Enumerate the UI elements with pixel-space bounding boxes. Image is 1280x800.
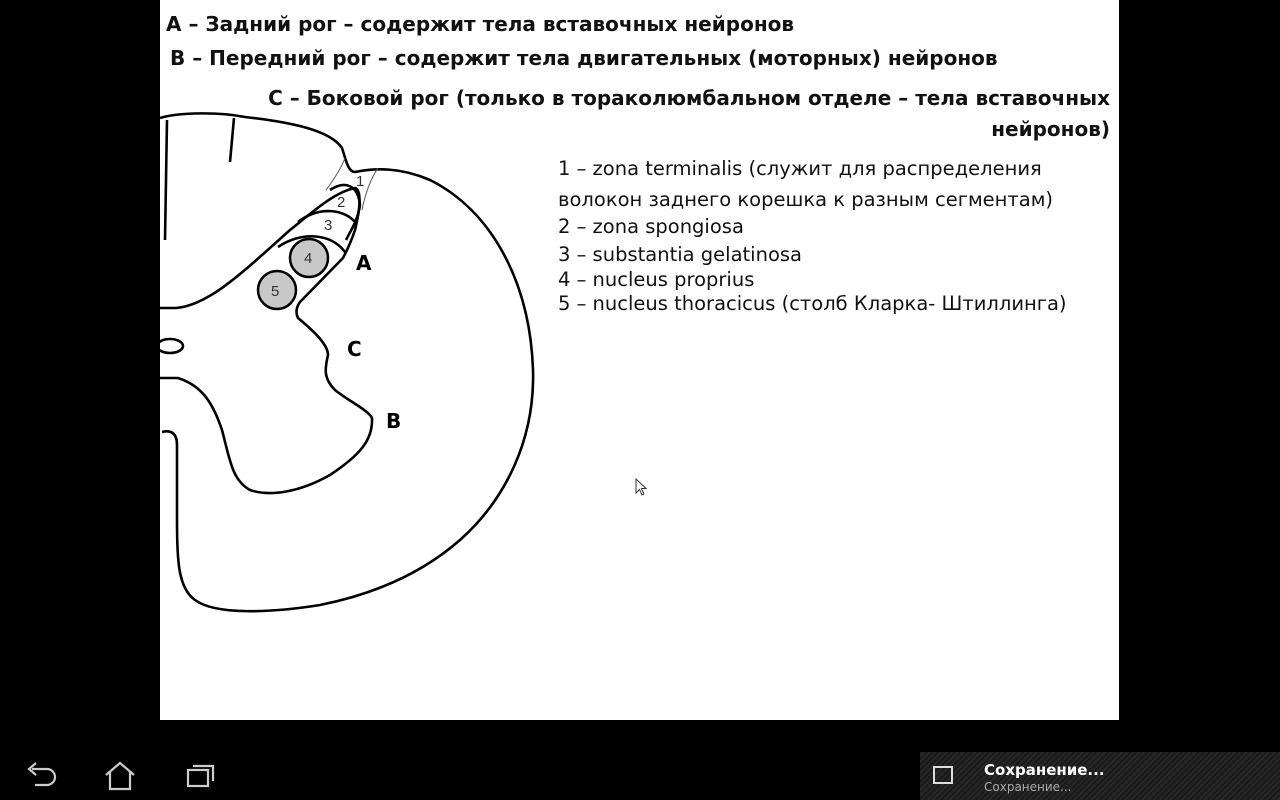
label-b: B — [386, 409, 402, 433]
zone-1-line-right — [362, 168, 378, 210]
slide-image — [160, 0, 1119, 720]
legend-3: 3 – substantia gelatinosa — [558, 243, 802, 266]
home-button[interactable] — [96, 752, 144, 800]
spinal-cord-diagram — [160, 0, 560, 720]
legend-1: 1 – zona terminalis (служит для распределения — [558, 157, 1042, 180]
mouse-cursor-icon — [635, 478, 649, 498]
recent-apps-button[interactable] — [176, 752, 224, 800]
label-3: 3 — [324, 217, 333, 234]
central-canal — [160, 339, 183, 353]
label-2: 2 — [337, 194, 346, 211]
back-icon — [23, 761, 57, 791]
saving-notification[interactable] — [920, 752, 1280, 800]
recent-apps-icon — [183, 761, 217, 791]
label-a: A — [356, 251, 372, 275]
outer-contour — [160, 113, 533, 611]
legend-4: 4 – nucleus proprius — [558, 268, 755, 291]
gray-matter — [160, 188, 372, 493]
label-4: 4 — [304, 250, 313, 267]
legend-2: 2 – zona spongiosa — [558, 215, 744, 238]
label-1: 1 — [356, 173, 365, 190]
label-c: C — [347, 337, 362, 361]
heading-a: A – Задний рог – содержит тела вставочных нейронов — [166, 12, 795, 36]
notification-title: Сохранение... — [984, 761, 1105, 779]
dorsal-sulcus — [230, 118, 234, 162]
heading-c: C – Боковой рог (только в тораколюмбальном отделе – тела вставочных — [268, 86, 1110, 110]
image-icon — [933, 766, 953, 784]
dorsal-septum — [165, 120, 167, 240]
heading-c-cont: нейронов) — [991, 117, 1110, 141]
label-5: 5 — [271, 283, 280, 300]
legend-1-cont: волокон заднего корешка к разным сегментам) — [558, 188, 1054, 211]
back-button[interactable] — [16, 752, 64, 800]
notification-subtitle: Сохранение... — [984, 780, 1072, 794]
legend-5: 5 – nucleus thoracicus (столб Кларка- Штиллинга) — [558, 292, 1067, 315]
heading-b: B – Передний рог – содержит тела двигательных (моторных) нейронов — [170, 46, 998, 70]
home-icon — [103, 761, 137, 791]
